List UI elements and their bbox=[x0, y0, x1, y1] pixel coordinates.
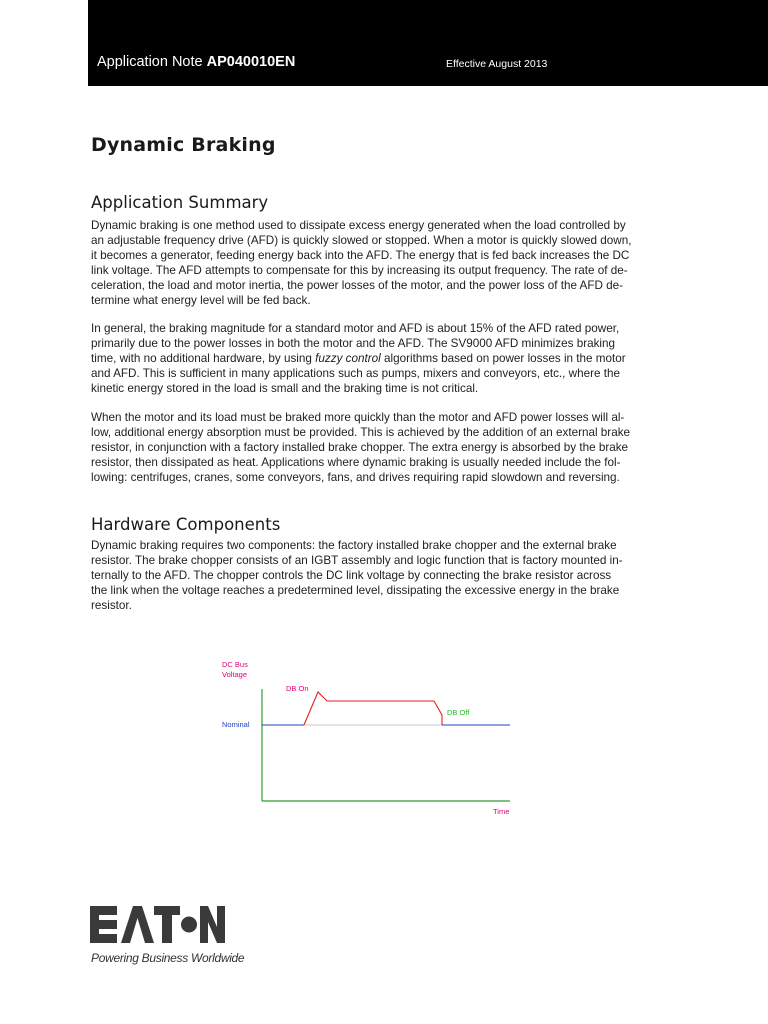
text-line: link voltage. The AFD attempts to compensate for this by increasing its output frequency. The rate of de- bbox=[91, 264, 628, 277]
text-line bbox=[91, 351, 681, 366]
text-line: celeration, the load and motor inertia, the power losses of the motor, and the power loss of the AFD de- bbox=[91, 279, 624, 292]
text-line: the link when the voltage reaches a predetermined level, dissipating the excessive energy in the brake bbox=[91, 584, 620, 597]
text-line: resistor, then dissipated as heat. Applications where dynamic braking is usually needed include the fol- bbox=[91, 456, 621, 469]
effective-date: Effective August 2013 bbox=[446, 58, 548, 70]
y-axis-label-line-2: Voltage bbox=[222, 670, 248, 679]
nominal-label: Nominal bbox=[222, 720, 250, 729]
note-code: AP040010EN bbox=[206, 54, 296, 70]
x-axis-label-time: Time bbox=[493, 807, 510, 816]
text-line: low, additional energy absorption must be provided. This is achieved by the addition of an external brake bbox=[91, 426, 631, 439]
db-on-label: DB On bbox=[286, 684, 309, 693]
summary-paragraph-3 bbox=[91, 410, 681, 485]
text-line: When the motor and its load must be braked more quickly than the motor and AFD power losses will al- bbox=[91, 411, 625, 424]
text-line: it becomes a generator, feeding energy back into the AFD. The energy that is fed back increases the DC bbox=[91, 249, 630, 262]
text-segment: algorithms based on power losses in the motor bbox=[380, 352, 626, 365]
text-line: ternally to the AFD. The chopper controls the DC link voltage by connecting the brake resistor across bbox=[91, 569, 612, 582]
document-title: Dynamic Braking bbox=[91, 134, 276, 156]
header-bar bbox=[88, 0, 768, 86]
section-heading-hardware: Hardware Components bbox=[91, 515, 281, 534]
text-line: lowing: centrifuges, cranes, some conveyors, fans, and drives requiring rapid slowdown and reversing. bbox=[91, 471, 620, 484]
text-line: Dynamic braking is one method used to dissipate excess energy generated when the load controlled by bbox=[91, 219, 626, 232]
application-note-label bbox=[97, 54, 295, 70]
text-line: and AFD. This is sufficient in many applications such as pumps, mixers and conveyors, etc., where the bbox=[91, 367, 621, 380]
summary-paragraph-2 bbox=[91, 321, 681, 396]
y-axis-label-line-1: DC Bus bbox=[222, 660, 248, 669]
text-line: primarily due to the power losses in both the motor and the AFD. The SV9000 AFD minimizes braking bbox=[91, 337, 616, 350]
section-heading-summary: Application Summary bbox=[91, 193, 269, 212]
summary-paragraph-1 bbox=[91, 218, 681, 308]
eaton-logo-icon bbox=[90, 900, 230, 946]
text-line: resistor, in conjunction with a factory installed brake chopper. The extra energy is absorbed by the brake bbox=[91, 441, 629, 454]
text-segment: time, with no additional hardware, by using bbox=[91, 352, 316, 365]
text-line: an adjustable frequency drive (AFD) is quickly slowed or stopped. When a motor is quickly slowed down, bbox=[91, 234, 632, 247]
text-line: resistor. bbox=[91, 599, 132, 612]
text-line: kinetic energy stored in the load is small and the braking time is not critical. bbox=[91, 382, 479, 395]
text-line: Dynamic braking requires two components: the factory installed brake chopper and the external brake bbox=[91, 539, 617, 552]
hardware-paragraph-1 bbox=[91, 538, 681, 613]
text-line: resistor. The brake chopper consists of an IGBT assembly and logic function that is factory mounted in- bbox=[91, 554, 623, 567]
text-line: termine what energy level will be fed back. bbox=[91, 294, 311, 307]
braking-voltage-curve bbox=[304, 692, 442, 725]
db-off-label: DB Off bbox=[447, 708, 470, 717]
emphasis-fuzzy-control: fuzzy control bbox=[315, 352, 381, 365]
text-line: In general, the braking magnitude for a standard motor and AFD is about 15% of the AFD rated power, bbox=[91, 322, 620, 335]
dc-bus-voltage-diagram bbox=[210, 655, 530, 825]
eaton-tagline: Powering Business Worldwide bbox=[91, 951, 245, 965]
note-prefix: Application Note bbox=[97, 54, 203, 70]
